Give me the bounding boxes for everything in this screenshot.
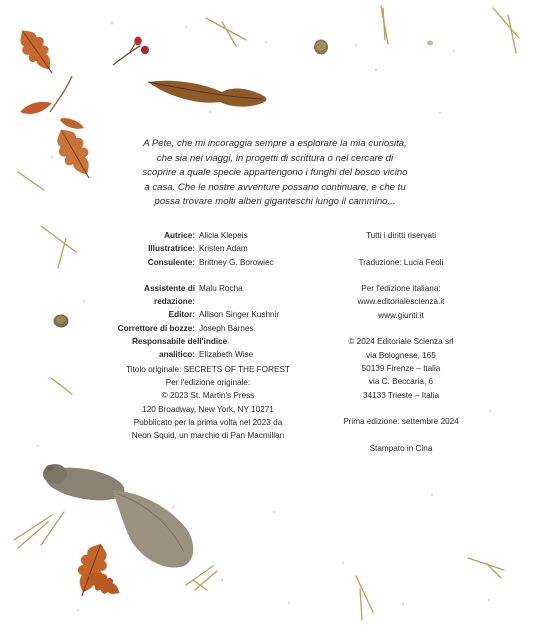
acorn-cap-top (314, 40, 328, 55)
dedication-line: che sia nei viaggi, in progetti di scrittura o nel cercare di (156, 152, 394, 164)
original-info-line: Per l'edizione originale: (165, 378, 251, 388)
oak-leaf-top-left (12, 23, 62, 80)
twig-leaves-left (20, 76, 84, 129)
original-edition-info (103, 363, 313, 442)
original-info-line: © 2023 St. Martin's Press (161, 391, 255, 401)
dedication-line: a casa. Che le nostre avventure possano continuare, e che tu (144, 181, 406, 193)
credit-role: Responsabile dell'indice (132, 337, 228, 347)
long-brown-leaf (148, 81, 267, 107)
credit-name: Alicia Klepeis (199, 231, 248, 240)
rights-column (326, 229, 476, 455)
credit-row (103, 335, 313, 348)
credit-name: Joseph Barnes (199, 323, 254, 333)
original-info-line: Pubblicato per la prima volta nel 2023 da (133, 417, 283, 427)
dedication (120, 137, 430, 210)
credit-name: Allison Singer Kushnir (199, 310, 280, 320)
italian-edition-label: Per l'edizione italiana: (361, 284, 441, 294)
credit-row (103, 348, 313, 361)
credits-column (103, 229, 313, 362)
squirrel-illustration (43, 462, 193, 567)
seed-dot (427, 41, 433, 46)
dedication-line: A Pete, che mi incoraggia sempre a esplorare la mia curiosità, (143, 138, 407, 149)
credit-role: Correttore di bozze: (117, 323, 195, 333)
credit-row (103, 308, 313, 321)
translation-credit: Traduzione: Lucia Feoli (358, 257, 444, 267)
original-info-line: Titolo originale: SECRETS OF THE FOREST (126, 365, 290, 374)
credit-role: Autrice: (164, 231, 195, 240)
acorn-cap-left (54, 315, 69, 328)
rights-notice: Tutti i diritti riservati (365, 231, 437, 240)
credit-row (103, 256, 313, 269)
credit-role: Illustratrice: (148, 244, 195, 254)
credit-role: analitico: (159, 350, 195, 360)
credit-name: Malu Rocha (199, 283, 243, 293)
credit-name: Kristen Adam (199, 244, 248, 254)
original-info-line: 120 Broadway, New York, NY 10271 (142, 404, 274, 414)
publisher-line: © 2024 Editoriale Scienza srl (348, 337, 454, 347)
original-info-line: Neon Squid, un marchio di Pan Macmillan (131, 431, 285, 441)
credit-role: Consulente: (147, 257, 195, 267)
credit-name: Brittney G. Borowiec (199, 257, 274, 267)
credit-row (103, 242, 313, 255)
publisher-line: via Bolognese, 165 (366, 350, 436, 360)
website-link[interactable]: www.giunti.it (378, 310, 424, 320)
credit-row (103, 229, 313, 242)
credit-role: Editor: (168, 310, 195, 320)
printed-in: Stampato in Cina (369, 443, 433, 453)
dedication-line: possa trovare molti alberi giganteschi lungo il cammino... (154, 196, 396, 208)
rosehip-sprig (113, 37, 149, 66)
dedication-line: scoprire a quale specie appartengono i funghi del bosco vicino (142, 167, 408, 179)
publisher-line: via C. Beccaria, 6 (368, 377, 434, 387)
credit-row (103, 322, 313, 335)
publisher-line: 50139 Firenze – Italia (361, 363, 441, 373)
website-link[interactable]: www.editorialescienza.it (357, 297, 445, 307)
credit-role: Assistente di redazione: (144, 283, 195, 307)
credit-name: Elizabeth Wise (199, 350, 254, 360)
credit-row (103, 282, 313, 309)
oak-leaf-left (49, 123, 100, 185)
publisher-line: 34133 Trieste – Italia (362, 390, 439, 400)
first-edition-date: Prima edizione: settembre 2024 (343, 417, 459, 427)
